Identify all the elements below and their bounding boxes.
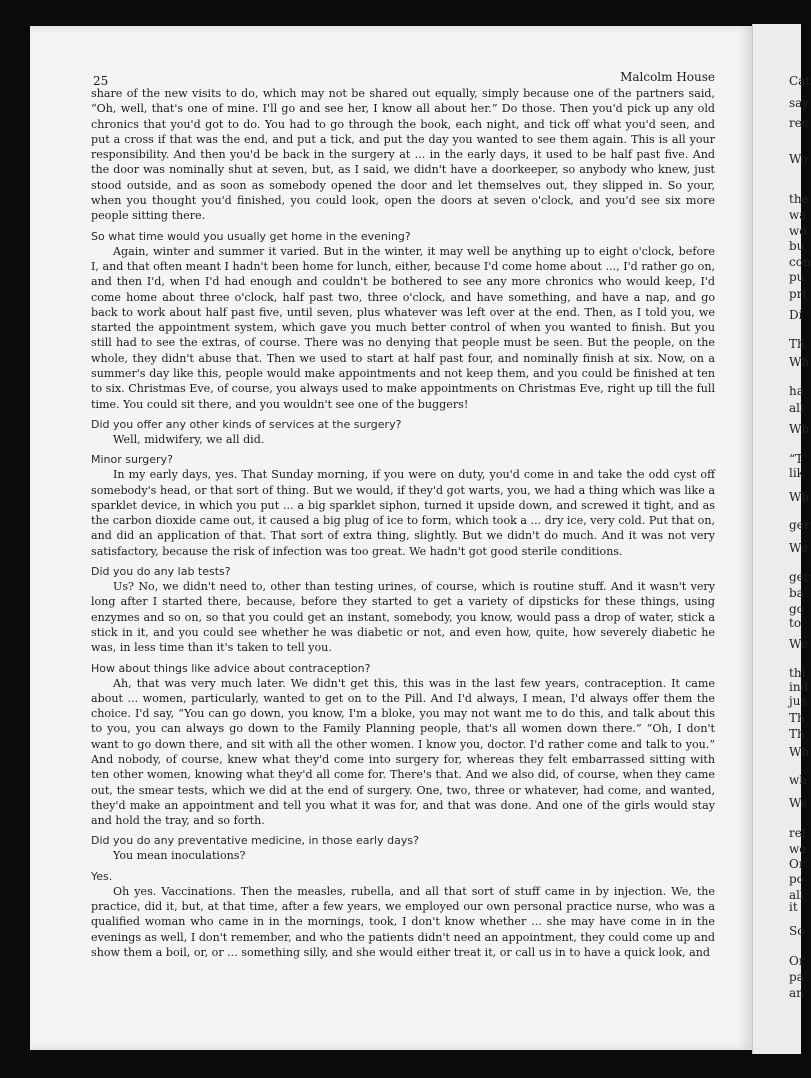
facing-page-fragment: ind — [789, 680, 809, 694]
book-page — [30, 26, 752, 1050]
facing-page-fragment: ba — [789, 586, 804, 600]
facing-page-fragment: Wo — [789, 541, 808, 555]
facing-page-fragment: pu — [789, 270, 805, 284]
interviewee-answer: Well, midwifery, we all did. — [113, 432, 265, 446]
page-header — [91, 70, 715, 86]
facing-page-fragment: bu — [789, 239, 805, 253]
page-content — [91, 70, 715, 960]
facing-page-fragment: pri — [789, 287, 807, 301]
facing-page-fragment: wa — [789, 208, 807, 222]
facing-page-fragment: to — [789, 616, 802, 630]
facing-page-fragment: Cat — [789, 74, 811, 88]
facing-page-fragment: po — [789, 872, 804, 886]
facing-page-fragment: Th — [789, 337, 805, 351]
facing-page-fragment: rec — [789, 116, 809, 130]
interviewee-answer: Again, winter and summer it varied. But in the winter, it may well be anything up to eight o'clock, before I, and that often meant I hadn't been home for lunch, either, because I'd come home about ..., I'd rather go on, and then I'd, when I'd had enough and couldn't be bothered to see any more chronics who would keep, I'd come home about three o'clock, half past two, three o'clock, and have something, and have a nap, and go back to work about half past five, until seven, plus whatever was left over at the end. Then, as I told you, we started the appointment system, which gave you much better control of when you wanted to finish. But you still had to see the extras, of course. There was no denying that people must be seen. But the people, on the whole, they didn't abuse that. Then we used to start at half past four, and nominally finish at six. Now, on a summer's day like this, people would make appointments and not keep them, and you could be finished at ten to six. Christmas Eve, of course, you always used to make appointments on Christmas Eve, right up till the full time. You could sit there, and you wouldn't see one of the buggers! — [91, 244, 715, 411]
facing-page-fragment: rel — [789, 826, 806, 840]
facing-page-fragment: “T — [789, 452, 804, 466]
facing-page-fragment: So — [789, 924, 805, 938]
facing-page-fragment: all — [789, 401, 804, 415]
facing-page-fragment: ger — [789, 570, 810, 584]
interviewee-answer: Us? No, we didn't need to, other than testing urines, of course, which is routine stuff. And it wasn't very long after I started there, because, before they started to get a variety of dipsticks for these things, using enzymes and so on, so that you could get an instant, somebody, you know, would pass a drop of water, stick a stick in it, and you could see whether he was diabetic or not, and even how, quite, how severely diabetic he was, in less time than it's taken to tell you. — [91, 580, 715, 655]
facing-page-fragment: pa — [789, 970, 804, 984]
facing-page-fragment: jus — [789, 694, 807, 708]
facing-page-fragment: Or — [789, 857, 805, 871]
facing-page-fragment: Wh — [789, 490, 810, 504]
facing-page-fragment: wo — [789, 224, 807, 238]
facing-page-fragment: ger — [789, 518, 810, 532]
continued-paragraph: share of the new visits to do, which may not be shared out equally, simply because one of the partners said, “Oh, well, that's one of mine. I'll go and see her, I know all about her.” Do those. Then you'd pick up any old chronics that you'd got to do. You had to go through the book, each night, and tick off what you'd seen, and put a cross if that was the end, and put a tick, and put the day you wanted to see them again. This is all your responsibility. And then you'd be back in the surgery at ... in the early days, it used to be half past five. And the door was nominally shut at seven, but, as I said, we didn't have a doorkeeper, so anybody who knew, just stood outside, and as soon as somebody opened the door and let themselves out, they slipped in. So your, when you thought you'd finished, you could look, open the doors at seven o'clock, and you'd see six more people sitting there. — [91, 87, 715, 223]
facing-page-fragment: Wh — [789, 422, 810, 436]
interviewer-question: Did you offer any other kinds of services at the surgery? — [91, 417, 402, 431]
facing-page-fragment: wh — [789, 773, 807, 787]
facing-page-fragment: all — [789, 888, 804, 902]
facing-page-fragment: thi — [789, 666, 806, 680]
interviewee-answer: Oh yes. Vaccinations. Then the measles, rubella, and all that sort of stuff came in by injection. We, the practice, did it, but, at that time, after a few years, we employed our own personal practice nurse, who was a qualified woman who came in in the mornings, took, I don't know whether ... she may have come in in the evenings as well, I don't remember, and who the patients didn't need an appointment, they could come up and show them a boil, or, or ... something silly, and she would either treat it, or call us in to have a quick look, and — [91, 884, 715, 959]
facing-page-fragment: it — [789, 900, 798, 914]
facing-page-fragment: an — [789, 986, 804, 1000]
interviewee-answer: Ah, that was very much later. We didn't get this, this was in the last few years, contraception. It came about ... women, particularly, wanted to get on to the Pill. And I'd always, I mean, I'd always offer them the choice. I'd say, “You can go down, you know, I'm a bloke, you may not want me to do this, and talk about this to you, you can always go down to the Family Planning people, that's all women down there.” “Oh, I don't want to go down there, and sit with all the other women. I know you, doctor. I'd rather come and talk to you.” And nobody, of course, knew what they'd come into surgery for, whereas they felt embarrassed sitting with ten other women, knowing what they'd all come for. There's that. And we also did, of course, when they came out, the smear tests, which we did at the end of surgery. One, two, three or whatever, had come, and wanted, they'd make an appointment and tell you what it was for, and that was done. And one of the girls would stay and hold the tray, and so forth. — [91, 676, 715, 828]
page-number: 25 — [93, 74, 109, 88]
facing-page-fragment: Or — [789, 954, 805, 968]
interviewee-answer: You mean inoculations? — [113, 849, 246, 863]
facing-page-fragment: Wh — [789, 355, 810, 369]
facing-page-fragment: con — [789, 255, 811, 269]
facing-page-fragment: ha — [789, 384, 804, 398]
interview-transcript — [91, 86, 715, 960]
interviewer-question: Did you do any preventative medicine, in those early days? — [91, 834, 419, 848]
facing-page-fragment: Wh — [789, 745, 810, 759]
interviewee-answer: In my early days, yes. That Sunday morning, if you were on duty, you'd come in and take the odd cyst off somebody's head, or that sort of thing. But we would, if they'd got warts, you, we had a thing which was like a sparklet device, in which you put ... a big sparklet siphon, turned it upside down, and screwed it tight, and as the carbon dioxide came out, it caused a big plug of ice to form, which took a ... dry ice, very cold. Put that on, and did an application of that. That sort of extra thing, slightly. But we didn't do much. And it was not very satisfactory, because the risk of infection was too great. We hadn't got good sterile conditions. — [91, 468, 715, 558]
interviewer-question: So what time would you usually get home in the evening? — [91, 229, 411, 243]
facing-page-fragment: We — [789, 796, 808, 810]
facing-page-fragment: the — [789, 192, 809, 206]
interviewer-question: Minor surgery? — [91, 453, 173, 467]
facing-page-edge — [752, 24, 811, 1054]
facing-page-fragment: lik — [789, 466, 804, 480]
facing-page-fragment: we — [789, 842, 807, 856]
facing-page-fragment: Di — [789, 308, 803, 322]
facing-page-fragment: say — [789, 96, 810, 110]
facing-page-fragment: We — [789, 637, 808, 651]
interviewer-question: How about things like advice about contraception? — [91, 661, 371, 675]
facing-page-fragment: Th — [789, 727, 805, 741]
interviewer-question: Yes. — [91, 869, 113, 883]
interviewer-question: Did you do any lab tests? — [91, 565, 231, 579]
running-head: Malcolm House — [620, 70, 715, 84]
facing-page-fragment: Wo — [789, 152, 808, 166]
facing-page-fragment: go — [789, 602, 804, 616]
facing-page-fragment: Th — [789, 711, 805, 725]
